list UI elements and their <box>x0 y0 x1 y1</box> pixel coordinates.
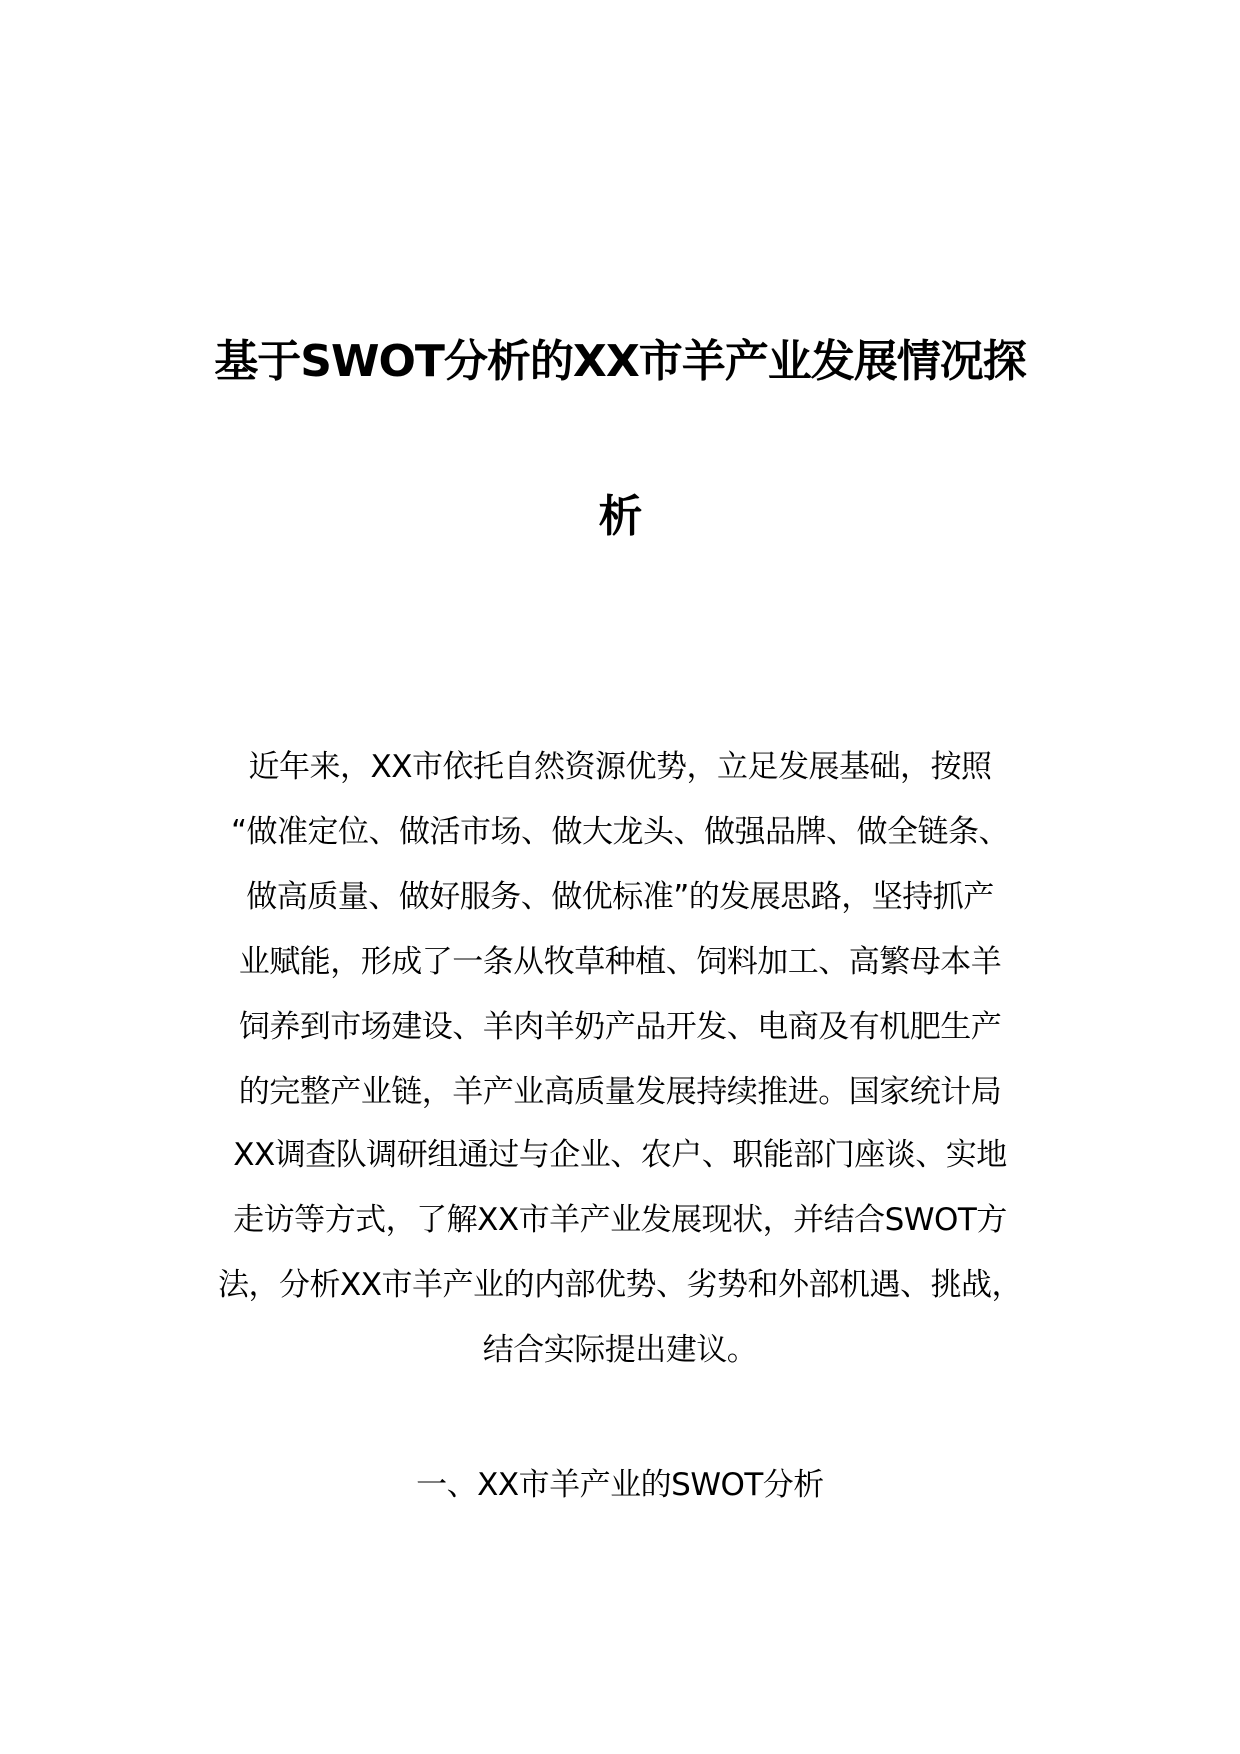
paragraph-line: 近年来，XX市依托自然资源优势，立足发展基础，按照 <box>248 749 992 785</box>
paragraph-line: 做高质量、做好服务、做优标准”的发展思路，坚持抓产 <box>246 879 994 915</box>
paragraph-line: “做准定位、做活市场、做大龙头、做强品牌、做全链条、 <box>230 814 1010 850</box>
paragraph-line: 走访等方式，了解XX市羊产业发展现状，并结合SWOT方 <box>233 1202 1007 1238</box>
paragraph-line: 饲养到市场建设、羊肉羊奶产品开发、电商及有机肥生产 <box>238 1009 1002 1045</box>
document-title-line-1: 基于SWOT分析的XX市羊产业发展情况探 <box>214 336 1026 387</box>
document-title-line-2: 析 <box>598 491 642 542</box>
section-heading: 一、XX市羊产业的SWOT分析 <box>416 1467 824 1503</box>
paragraph-line: 的完整产业链，羊产业高质量发展持续推进。国家统计局 <box>238 1074 1002 1110</box>
paragraph-line: 法，分析XX市羊产业的内部优势、劣势和外部机遇、挑战， <box>218 1267 1022 1303</box>
paragraph-line: XX调查队调研组通过与企业、农户、职能部门座谈、实地 <box>233 1137 1007 1173</box>
paragraph-line: 业赋能，形成了一条从牧草种植、饲料加工、高繁母本羊 <box>238 944 1002 980</box>
paragraph-line: 结合实际提出建议。 <box>482 1332 758 1368</box>
